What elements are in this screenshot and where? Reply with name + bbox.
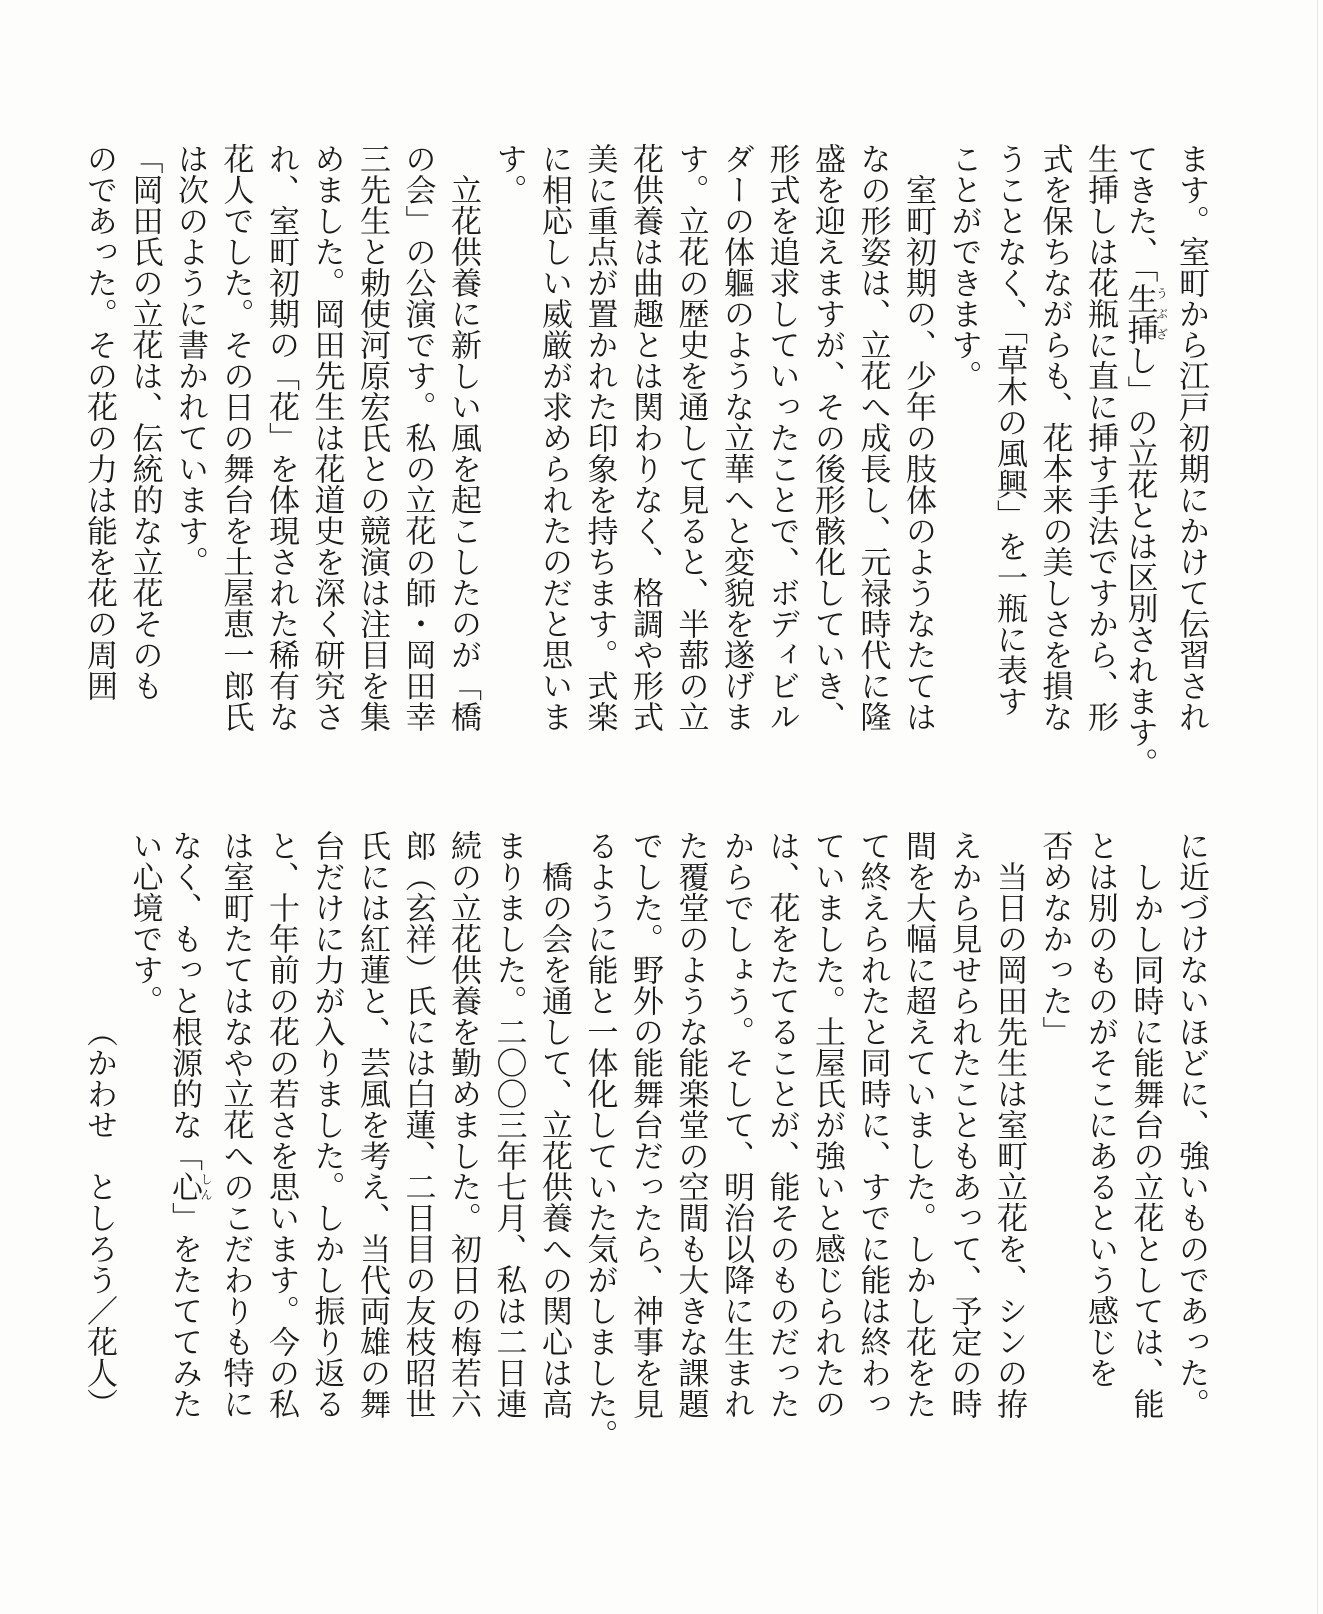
text-column: 形式を追求していったことで、ボディビル: [763, 143, 800, 732]
ruby-annotation: [166, 1171, 213, 1202]
text-column: なの形姿は、立花へ成長し、元禄時代に隆: [854, 143, 891, 732]
text-column: ダーの体軀のような立華へと変貌を遂げま: [718, 143, 754, 732]
text-column: す。: [490, 143, 527, 205]
quote-column: とは別のものがそこにあるという感じを: [1082, 830, 1118, 1388]
text-column: ことができます。: [945, 143, 982, 391]
ruby-reading: しん: [199, 1171, 213, 1202]
paragraph-start-column: 立花供養に新しい風を起こしたのが「橋: [445, 174, 481, 732]
text-column: 三先生と勅使河原宏氏との競演は注目を集: [354, 143, 390, 732]
text-column: まりました。二〇〇三年七月、私は二日連: [490, 830, 527, 1419]
text-column: めました。岡田先生は花道史を深く研究さ: [308, 143, 345, 732]
text-column: 式を保ちながらも、花本来の美しさを損な: [1036, 143, 1073, 732]
text-column: 花人でした。その日の舞台を土屋恵一郎氏: [217, 143, 254, 732]
page-edge: [1317, 0, 1318, 1614]
text-column: と、十年前の花の若さを思います。今の私: [263, 830, 299, 1419]
text-column: [1121, 143, 1169, 779]
text-column: うことなく、「草木の風興」を一瓶に表す: [991, 143, 1027, 717]
quote-column: 「岡田氏の立花は、伝統的な立花そのも: [126, 143, 163, 701]
ruby-annotation: [1121, 282, 1169, 345]
paragraph-start-column: 当日の岡田先生は室町立花を、シンの拵: [991, 861, 1027, 1419]
text-column: は、花をたてることが、能そのものだった: [763, 830, 800, 1419]
text-segment: てきた、「: [1121, 143, 1158, 283]
ruby-reading: うぶざ: [1154, 282, 1169, 345]
text-column: 生挿しは花瓶に直に挿す手法ですから、形: [1082, 143, 1118, 732]
text-column: す。立花の歴史を通して見ると、半蔀の立: [672, 143, 709, 732]
text-column: ていました。土屋氏が強いと感じられたの: [809, 830, 845, 1419]
text-column: て終えられたと同時に、すでに能は終わっ: [854, 830, 891, 1419]
quote-column: に近づけないほどに、強いものであった。: [1173, 830, 1209, 1419]
text-segment: 」をたててみた: [166, 1202, 202, 1419]
text-column: からでしょう。そして、明治以降に生まれ: [718, 830, 754, 1419]
paragraph-start-column: 室町初期の、少年の肢体のようなたては: [900, 174, 936, 732]
text-column: 盛を迎えますが、その後形骸化していき、: [809, 143, 845, 732]
text-column: でした。野外の能舞台だったら、神事を見: [627, 830, 663, 1419]
text-column: た覆堂のような能楽堂の空間も大きな課題: [672, 830, 709, 1419]
text-column: 間を大幅に超えていました。しかし花をた: [900, 830, 936, 1419]
text-column: 花供養は曲趣とは関わりなく、格調や形式: [627, 143, 663, 732]
ruby-base: 生挿: [1121, 282, 1158, 345]
text-column: るように能と一体化していた気がしました。: [581, 830, 618, 1450]
text-column: 美に重点が置かれた印象を持ちます。式楽: [581, 143, 618, 732]
text-column: 氏には紅蓮と、芸風を考え、当代両雄の舞: [354, 830, 390, 1419]
text-segment: なく、もっと根源的な「: [166, 830, 202, 1171]
article-bottom-block: [75, 830, 1213, 1470]
text-column: 続の立花供養を勤めました。初日の梅若六: [445, 830, 481, 1419]
text-column: に相応しい威厳が求められたのだと思いま: [536, 143, 572, 732]
text-column: [167, 830, 213, 1419]
quote-column: 否めなかった」: [1036, 830, 1073, 1047]
text-column: 台だけに力が入りました。しかし振り返る: [308, 830, 345, 1419]
text-column: の会」の公演です。私の立花の師・岡田幸: [399, 143, 436, 732]
text-column: い心境です。: [126, 830, 163, 1016]
text-segment: し」の立花とは区別されます。: [1121, 344, 1158, 779]
author-signature: （かわせ としろう／花人）: [81, 1016, 117, 1419]
text-column: ます。室町から江戸初期にかけて伝習され: [1173, 143, 1209, 732]
quote-column: しかし同時に能舞台の立花としては、能: [1127, 861, 1164, 1419]
ruby-base: 心: [166, 1171, 202, 1202]
text-column: 郎（玄祥）氏には白蓮、二日目の友枝昭世: [399, 830, 436, 1419]
text-column: は次のように書かれています。: [172, 143, 208, 577]
text-column: は室町たてはなや立花へのこだわりも特に: [217, 830, 254, 1419]
text-column: えから見せられたこともあって、予定の時: [945, 830, 982, 1419]
text-column: れ、室町初期の「花」を体現された稀有な: [263, 143, 299, 732]
article-top-block: [75, 143, 1213, 783]
quote-column: のであった。その花の力は能を花の周囲: [81, 143, 117, 701]
paragraph-start-column: 橋の会を通して、立花供養への関心は高: [536, 861, 572, 1419]
